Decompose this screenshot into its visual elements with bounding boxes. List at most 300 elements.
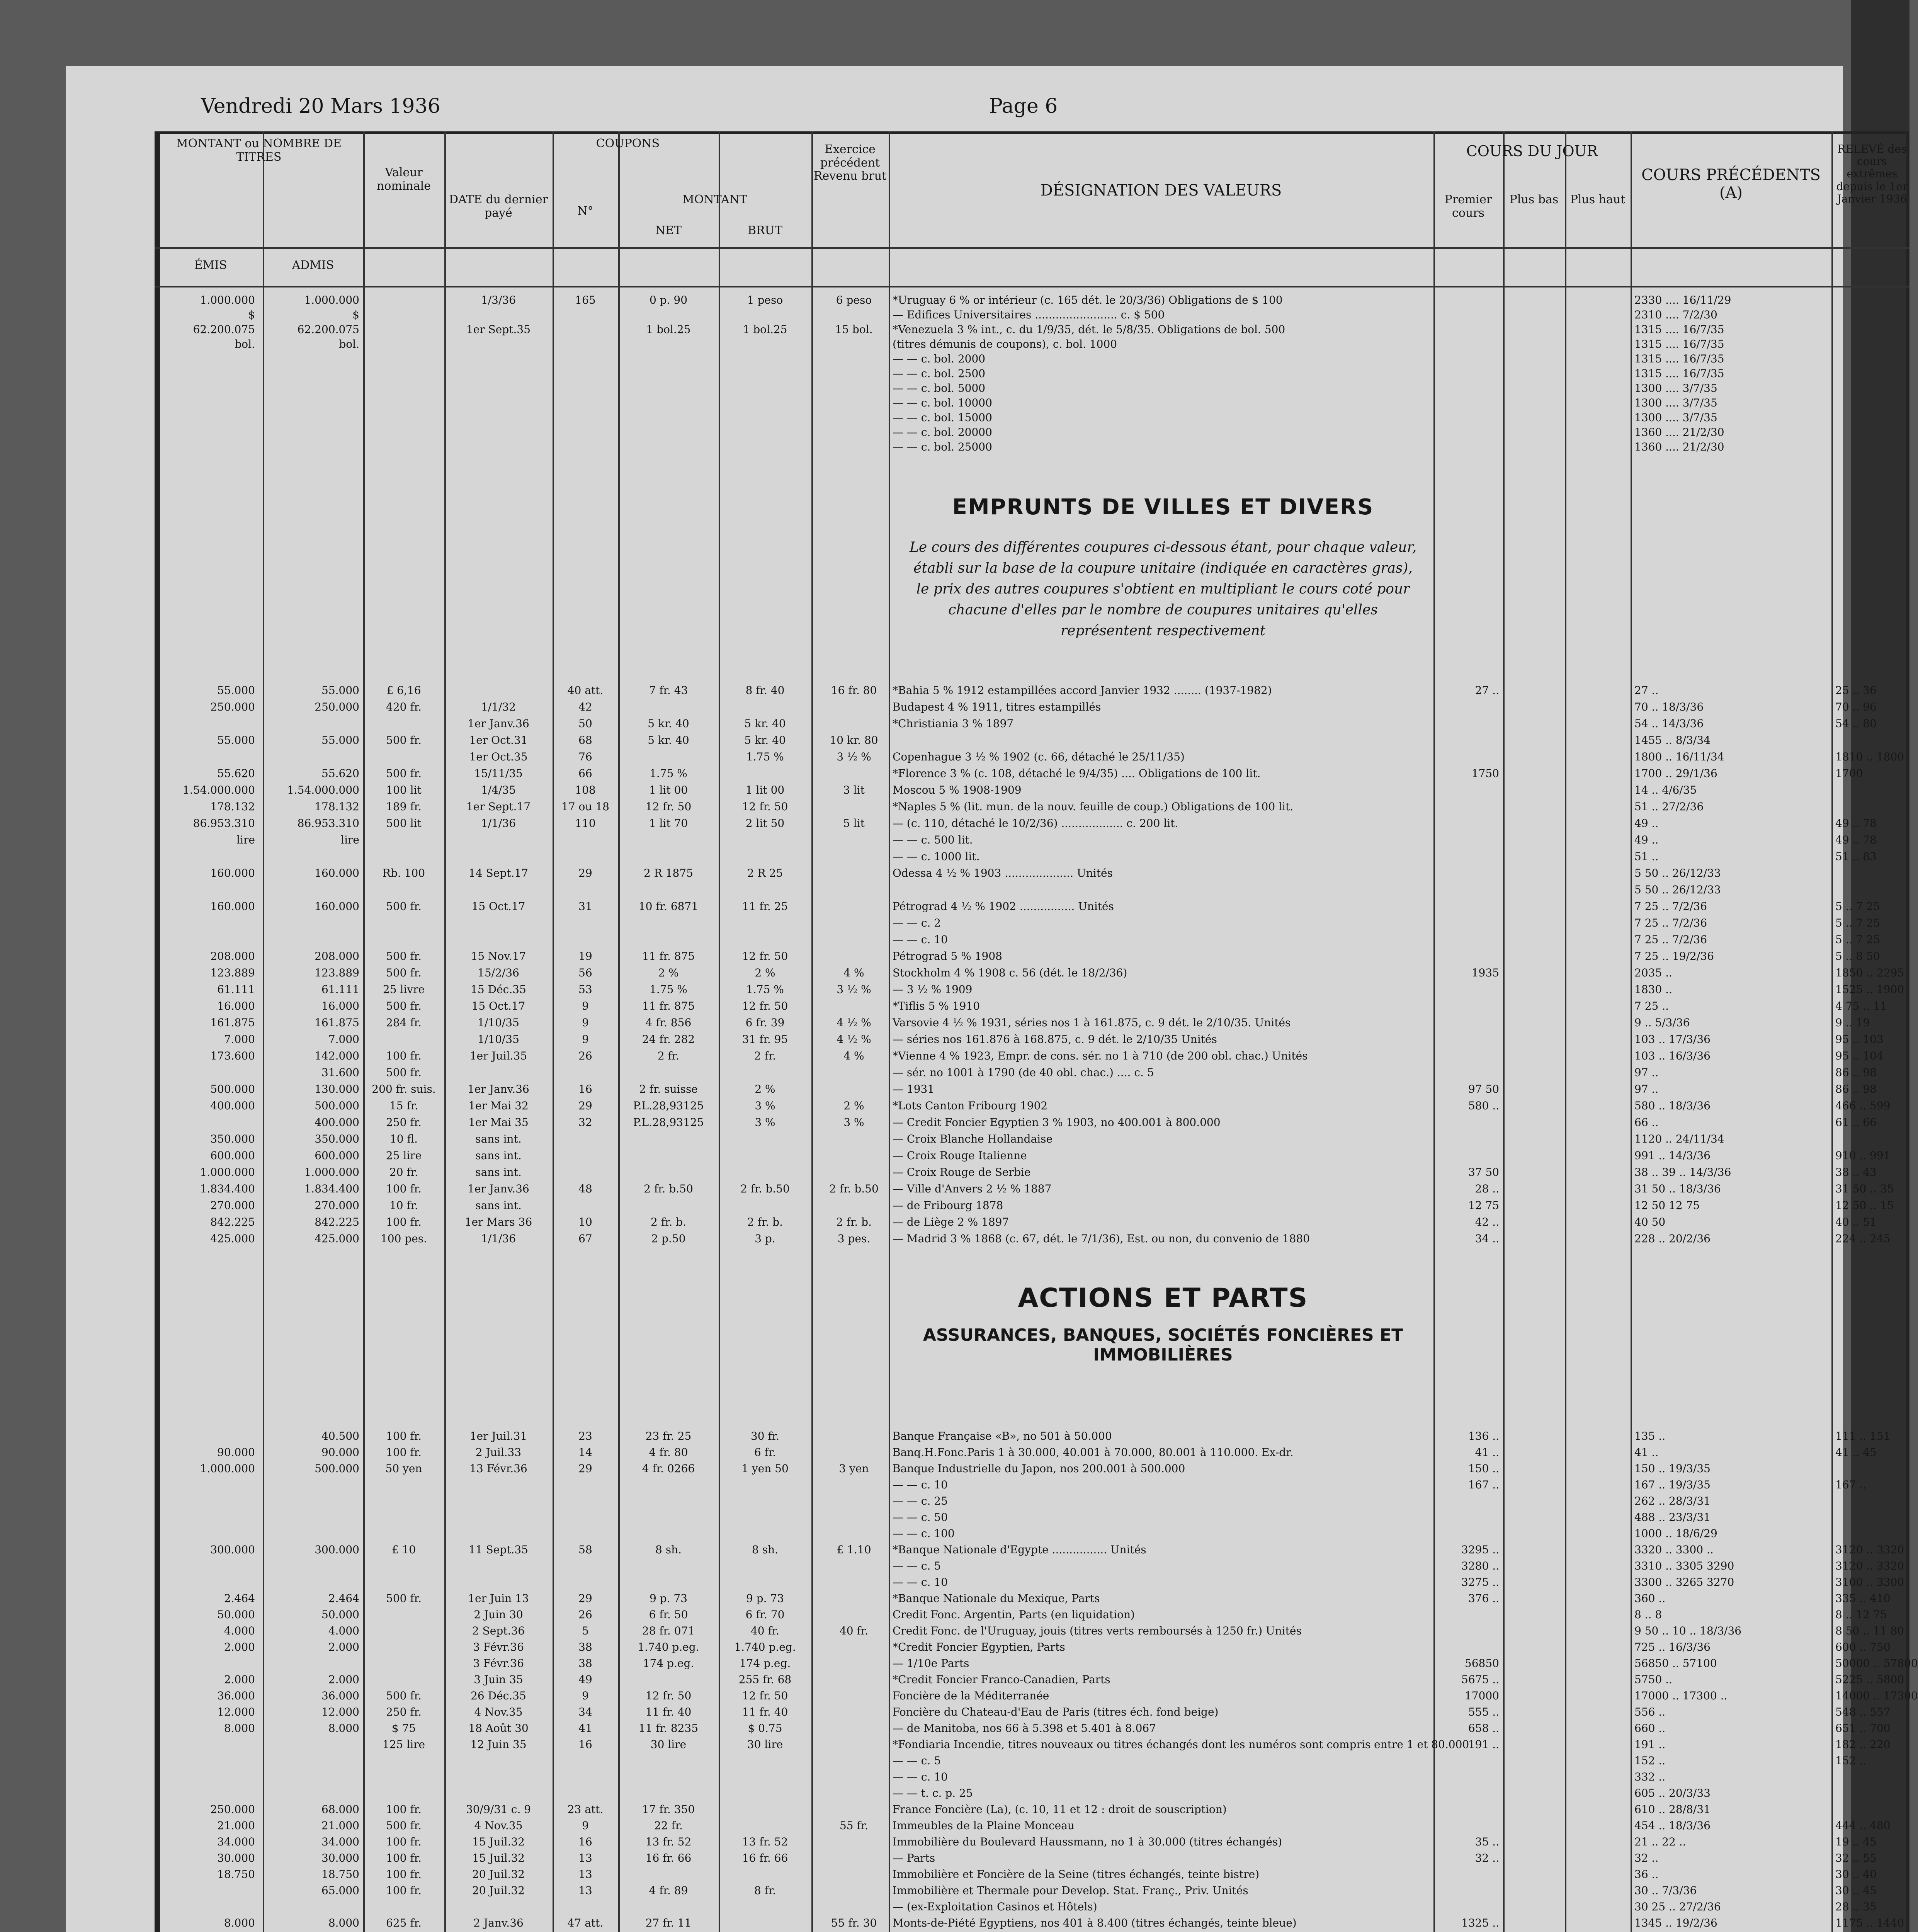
header-designation: DÉSIGNATION DES VALEURS — [1040, 182, 1282, 199]
coupon-gross: 31 fr. 95 — [742, 1033, 788, 1046]
issued-count: 400.000 — [210, 1099, 255, 1112]
first-price: 41 .. — [1475, 1446, 1499, 1459]
previous-prices: 167 .. 19/3/35 — [1634, 1478, 1711, 1491]
coupon-date: 11 Sept.35 — [469, 1543, 528, 1556]
previous-prices: 1800 .. 16/11/34 — [1634, 750, 1724, 763]
coupon-net: 12 fr. 50 — [645, 800, 692, 813]
table-row — [66, 308, 1843, 321]
coupon-date: 1/1/36 — [481, 817, 516, 830]
security-designation: — — c. 5 — [893, 1560, 941, 1572]
previous-prices: 1700 .. 29/1/36 — [1634, 767, 1717, 780]
issued-count: 21.000 — [217, 1819, 255, 1832]
first-price: 35 .. — [1475, 1835, 1499, 1848]
coupon-number: 9 — [582, 1819, 589, 1832]
admitted-count: 18.750 — [321, 1868, 359, 1881]
previous-prices: 191 .. — [1634, 1738, 1666, 1751]
coupon-number: 53 — [578, 983, 592, 996]
coupon-number: 19 — [578, 950, 592, 963]
security-designation: France Foncière (La), (c. 10, 11 et 12 : droit de souscription) — [893, 1803, 1227, 1816]
coupon-net: 17 fr. 350 — [642, 1803, 695, 1816]
previous-prices: 580 .. 18/3/36 — [1634, 1099, 1711, 1112]
nominal-value: 284 fr. — [386, 1016, 422, 1029]
first-price: 3275 .. — [1461, 1576, 1499, 1588]
yearly-range: 335 .. 410 — [1835, 1592, 1891, 1605]
coupon-number: 165 — [575, 294, 596, 306]
nominal-value: 100 fr. — [386, 1430, 422, 1442]
security-designation: *Lots Canton Fribourg 1902 — [893, 1099, 1048, 1112]
security-designation: *Credit Foncier Egyptien, Parts — [893, 1641, 1065, 1653]
security-designation: — sér. no 1001 à 1790 (de 40 obl. chac.) .... c. 5 — [893, 1066, 1154, 1079]
coupon-date: 20 Juil.32 — [472, 1868, 525, 1881]
issued-count: 173.600 — [210, 1049, 255, 1062]
previous-revenue: 55 fr. 30 — [831, 1917, 877, 1929]
previous-prices: 3300 .. 3265 3270 — [1634, 1576, 1734, 1588]
security-designation: — Ville d'Anvers 2 ½ % 1887 — [893, 1182, 1052, 1195]
coupon-gross: 3 p. — [755, 1232, 775, 1245]
admitted-count: bol. — [339, 338, 359, 350]
security-designation: *Uruguay 6 % or intérieur (c. 165 dét. le 20/3/36) Obligations de $ 100 — [893, 294, 1283, 306]
table-row — [66, 1099, 1891, 1112]
nominal-value: 100 fr. — [386, 1446, 422, 1459]
table-row — [66, 352, 1843, 366]
coupon-net: 1 bol.25 — [646, 323, 691, 336]
previous-revenue: 6 peso — [836, 294, 872, 306]
table-row — [66, 1641, 1891, 1654]
yearly-range: 5225 .. 5800 — [1835, 1673, 1904, 1686]
coupon-net: 1.740 p.eg. — [638, 1641, 699, 1653]
yearly-range: 1700 — [1835, 767, 1863, 780]
coupon-gross: 8 fr. 40 — [745, 684, 785, 697]
previous-prices: 51 .. 27/2/36 — [1634, 800, 1704, 813]
coupon-number: 10 — [578, 1216, 592, 1228]
coupon-gross: 1 bol.25 — [743, 323, 787, 336]
previous-revenue: 15 bol. — [835, 323, 873, 336]
coupon-number: 34 — [578, 1706, 592, 1718]
previous-prices: 31 50 .. 18/3/36 — [1634, 1182, 1721, 1195]
section-actions-parts: ACTIONS ET PARTS — [1018, 1283, 1308, 1313]
header-net: NET — [655, 224, 682, 237]
coupon-net: 11 fr. 40 — [645, 1706, 692, 1718]
coupon-number: 76 — [578, 750, 592, 763]
issued-count: 2.000 — [224, 1641, 255, 1653]
security-designation: — — c. bol. 5000 — [893, 382, 986, 395]
header-date: DATE du dernier payé — [449, 193, 548, 220]
admitted-count: 30.000 — [321, 1852, 359, 1864]
coupon-date: 15 Déc.35 — [471, 983, 526, 996]
yearly-range: 3120 .. 3320 — [1835, 1543, 1904, 1556]
coupon-date: 14 Sept.17 — [469, 867, 528, 879]
admitted-count: 842.225 — [315, 1216, 359, 1228]
yearly-range: 651 .. 700 — [1835, 1722, 1891, 1735]
header-no: N° — [577, 204, 593, 218]
previous-revenue: 5 lit — [843, 817, 865, 830]
security-designation: *Florence 3 % (c. 108, détaché le 9/4/35) .... Obligations de 100 lit. — [893, 767, 1261, 780]
coupon-net: 174 p.eg. — [643, 1657, 694, 1670]
coupon-number: 29 — [578, 1592, 592, 1605]
coupon-gross: 255 fr. 68 — [738, 1673, 792, 1686]
nominal-value: 100 lit — [386, 784, 422, 796]
previous-prices: 7 25 .. 19/2/36 — [1634, 950, 1714, 963]
table-row — [66, 1182, 1894, 1196]
nominal-value: 100 fr. — [386, 1835, 422, 1848]
security-designation: Immeubles de la Plaine Monceau — [893, 1819, 1075, 1832]
table-row — [66, 1657, 1918, 1670]
coupon-net: 4 fr. 0266 — [642, 1462, 695, 1475]
security-designation: — Credit Foncier Egyptien 3 % 1903, no 400.001 à 800.000 — [893, 1116, 1221, 1129]
previous-prices: 488 .. 23/3/31 — [1634, 1511, 1711, 1524]
nominal-value: 100 fr. — [386, 1049, 422, 1062]
header-precedents: COURS PRÉCÉDENTS (A) — [1641, 166, 1821, 202]
previous-prices: 1120 .. 24/11/34 — [1634, 1133, 1724, 1145]
coupon-number: 16 — [578, 1738, 592, 1751]
security-designation: — — c. 100 — [893, 1527, 955, 1540]
coupon-number: 31 — [578, 900, 592, 913]
coupon-date: 1er Juil.31 — [469, 1430, 527, 1442]
nominal-value: 100 fr. — [386, 1852, 422, 1864]
coupon-number: 32 — [578, 1116, 592, 1129]
table-row — [66, 750, 1904, 764]
issued-count: 600.000 — [210, 1149, 255, 1162]
admitted-count: 130.000 — [315, 1083, 359, 1095]
security-designation: Foncière de la Méditerranée — [893, 1689, 1049, 1702]
nominal-value: $ 75 — [391, 1722, 416, 1735]
previous-revenue: 3 pes. — [837, 1232, 871, 1245]
coupon-number: 13 — [578, 1884, 592, 1897]
security-designation: — (ex-Exploitation Casinos et Hôtels) — [893, 1900, 1097, 1913]
admitted-count: 160.000 — [315, 867, 359, 879]
issued-count: 1.000.000 — [200, 1166, 255, 1179]
nominal-value: 25 lire — [386, 1149, 422, 1162]
admitted-count: 500.000 — [315, 1099, 359, 1112]
previous-prices: 12 50 12 75 — [1634, 1199, 1700, 1212]
previous-revenue: 2 % — [843, 1099, 864, 1112]
admitted-count: 2.000 — [328, 1641, 359, 1653]
coupon-number: 50 — [578, 717, 592, 730]
coupon-date: 20 Juil.32 — [472, 1884, 525, 1897]
security-designation: *Credit Foncier Franco-Canadien, Parts — [893, 1673, 1110, 1686]
coupon-number: 9 — [582, 1689, 589, 1702]
coupon-date: 2 Juin 30 — [474, 1608, 523, 1621]
coupon-gross: 1.75 % — [746, 750, 784, 763]
nominal-value: 200 fr. suis. — [372, 1083, 436, 1095]
security-designation: — Edifices Universitaires ........................ c. $ 500 — [893, 308, 1165, 321]
coupon-net: 23 fr. 25 — [645, 1430, 692, 1442]
previous-revenue: 3 ½ % — [837, 750, 871, 763]
header-rule — [155, 286, 1909, 287]
nominal-value: 20 fr. — [389, 1166, 418, 1179]
first-price: 42 .. — [1475, 1216, 1499, 1228]
coupon-date: 18 Août 30 — [468, 1722, 529, 1735]
issued-count: 18.750 — [217, 1868, 255, 1881]
coupon-date: 13 Févr.36 — [469, 1462, 527, 1475]
coupon-date: 15 Oct.17 — [471, 1000, 525, 1012]
nominal-value: 500 fr. — [386, 950, 422, 963]
first-price: 150 .. — [1468, 1462, 1499, 1475]
security-designation: — — c. bol. 2000 — [893, 352, 986, 365]
coupon-number: 58 — [578, 1543, 592, 1556]
coupon-gross: 2 fr. b.50 — [740, 1182, 790, 1195]
issued-count: 34.000 — [217, 1835, 255, 1848]
security-designation: — Parts — [893, 1852, 935, 1864]
yearly-range: 86 .. 98 — [1835, 1083, 1877, 1095]
previous-revenue: 16 fr. 80 — [831, 684, 877, 697]
coupon-gross: 2 fr. — [754, 1049, 776, 1062]
table-row — [66, 1462, 1843, 1475]
coupon-gross: 11 fr. 25 — [742, 900, 788, 913]
admitted-count: 1.834.400 — [304, 1182, 359, 1195]
yearly-range: 28 .. 35 — [1835, 1900, 1877, 1913]
first-price: 555 .. — [1468, 1706, 1499, 1718]
issued-count: 178.132 — [210, 800, 255, 813]
coupon-date: 1er Mai 35 — [468, 1116, 529, 1129]
admitted-count: 8.000 — [328, 1917, 359, 1929]
admitted-count: 400.000 — [315, 1116, 359, 1129]
previous-prices: 21 .. 22 .. — [1634, 1835, 1686, 1848]
yearly-range: 548 .. 557 — [1835, 1706, 1891, 1718]
previous-revenue: 4 % — [843, 1049, 864, 1062]
coupon-number: 9 — [582, 1016, 589, 1029]
previous-prices: 97 .. — [1634, 1066, 1659, 1079]
coupon-gross: 1 lit 00 — [745, 784, 785, 796]
nominal-value: 500 fr. — [386, 900, 422, 913]
coupon-number: 41 — [578, 1722, 592, 1735]
issued-count: 2.000 — [224, 1673, 255, 1686]
yearly-range: 5 .. 8 50 — [1835, 950, 1880, 963]
issued-count: 1.000.000 — [200, 1462, 255, 1475]
coupon-gross: 8 sh. — [752, 1543, 779, 1556]
admitted-count: 1.000.000 — [304, 294, 359, 306]
header-cours-jour: COURS DU JOUR — [1466, 143, 1598, 160]
issued-count: 2.464 — [224, 1592, 255, 1605]
security-designation: Foncière du Chateau-d'Eau de Paris (titres éch. fond beige) — [893, 1706, 1219, 1718]
security-designation: — 1/10e Parts — [893, 1657, 969, 1670]
issued-count: 7.000 — [224, 1033, 255, 1046]
coupon-gross: 2 lit 50 — [745, 817, 785, 830]
previous-prices: 5 50 .. 26/12/33 — [1634, 883, 1721, 896]
issued-count: 90.000 — [217, 1446, 255, 1459]
yearly-range: 41 .. 45 — [1835, 1446, 1877, 1459]
issued-count: 250.000 — [210, 701, 255, 713]
coupon-gross: 12 fr. 50 — [742, 1000, 788, 1012]
security-designation: — — c. bol. 2500 — [893, 367, 986, 380]
nominal-value: 100 fr. — [386, 1182, 422, 1195]
previous-prices: 332 .. — [1634, 1770, 1666, 1783]
first-price: 580 .. — [1468, 1099, 1499, 1112]
nominal-value: 50 yen — [385, 1462, 422, 1475]
previous-revenue: 3 yen — [839, 1462, 869, 1475]
previous-revenue: 4 ½ % — [837, 1016, 871, 1029]
coupon-net: 2 fr. — [657, 1049, 680, 1062]
admitted-count: 270.000 — [315, 1199, 359, 1212]
admitted-count: 62.200.075 — [297, 323, 359, 336]
table-row — [66, 734, 1843, 747]
first-price: 1750 — [1471, 767, 1499, 780]
coupon-number: 47 att. — [567, 1917, 604, 1929]
issued-count: bol. — [235, 338, 255, 350]
table-row — [66, 1049, 1884, 1063]
table-row — [66, 1446, 1877, 1459]
coupon-gross: 9 p. 73 — [746, 1592, 784, 1605]
table-row — [66, 1066, 1877, 1079]
previous-prices: 1345 .. 19/2/36 — [1634, 1917, 1717, 1929]
security-designation: Immobilière du Boulevard Haussmann, no 1 à 30.000 (titres échangés) — [893, 1835, 1282, 1848]
emprunts-intro-note: Le cours des différentes coupures ci-dessous étant, pour chaque valeur, établi sur la base de la coupure unitaire (indiquée en caractères gras), le prix des autres coupures s'obtient en multipliant le cours coté pour chacune d'elles par le nombre de coupures unitaires qu'elles représentent respectivement — [909, 539, 1417, 639]
yearly-range: 32 .. 55 — [1835, 1852, 1877, 1864]
table-row — [66, 1884, 1877, 1897]
table-row — [66, 1835, 1877, 1849]
security-designation: Varsovie 4 ½ % 1931, séries nos 1 à 161.875, c. 9 dét. le 2/10/35. Unités — [893, 1016, 1291, 1029]
table-row — [66, 1543, 1904, 1556]
coupon-net: 9 p. 73 — [649, 1592, 688, 1605]
security-designation: — (c. 110, détaché le 10/2/36) .................. c. 200 lit. — [893, 817, 1178, 830]
coupon-gross: 30 fr. — [750, 1430, 780, 1442]
security-designation: Budapest 4 % 1911, titres estampillés — [893, 701, 1101, 713]
coupon-net: 11 fr. 875 — [642, 1000, 695, 1012]
coupon-net: 4 fr. 80 — [649, 1446, 688, 1459]
coupon-date: 1/10/35 — [478, 1016, 519, 1029]
coupon-gross: 40 fr. — [750, 1624, 780, 1637]
table-row — [66, 1787, 1843, 1800]
admitted-count: 1.54.000.000 — [287, 784, 359, 796]
coupon-date: 15 Oct.17 — [471, 900, 525, 913]
issued-count: 208.000 — [210, 950, 255, 963]
table-row — [66, 1511, 1843, 1524]
coupon-number: 26 — [578, 1049, 592, 1062]
coupon-number: 23 att. — [567, 1803, 604, 1816]
coupon-date: sans int. — [475, 1166, 522, 1179]
coupon-date: sans int. — [475, 1149, 522, 1162]
table-row — [66, 833, 1877, 847]
table-row — [66, 426, 1843, 439]
table-row — [66, 1868, 1877, 1881]
yearly-range: 8 .. 12 75 — [1835, 1608, 1887, 1621]
admitted-count: 36.000 — [321, 1689, 359, 1702]
yearly-range: 38 .. 43 — [1835, 1166, 1877, 1179]
coupon-date: 4 Nov.35 — [474, 1706, 523, 1718]
previous-prices: 605 .. 20/3/33 — [1634, 1787, 1711, 1799]
header-rule — [155, 247, 1909, 249]
yearly-range: 152 .. — [1835, 1754, 1867, 1767]
coupon-gross: 5 kr. 40 — [744, 717, 786, 730]
issued-count: 425.000 — [210, 1232, 255, 1245]
security-designation: — Croix Blanche Hollandaise — [893, 1133, 1053, 1145]
coupon-gross: 174 p.eg. — [739, 1657, 791, 1670]
previous-prices: 1315 .... 16/7/35 — [1634, 352, 1724, 365]
yearly-range: 30 .. 45 — [1835, 1884, 1877, 1897]
issued-count: 55.000 — [217, 684, 255, 697]
yearly-range: 1525 .. 1900 — [1835, 983, 1904, 996]
table-row — [66, 1770, 1843, 1784]
nominal-value: 500 lit — [386, 817, 422, 830]
coupon-gross: 8 fr. — [754, 1884, 776, 1897]
admitted-count: 250.000 — [315, 701, 359, 713]
security-designation: — — c. 10 — [893, 1576, 948, 1588]
yearly-range: 4 75 .. 11 — [1835, 1000, 1887, 1012]
coupon-date: 1er Mai 32 — [468, 1099, 529, 1112]
coupon-gross: 1.75 % — [746, 983, 784, 996]
yearly-range: 3100 .. 3300 — [1835, 1576, 1904, 1588]
previous-prices: 103 .. 16/3/36 — [1634, 1049, 1711, 1062]
issued-count: 30.000 — [217, 1852, 255, 1864]
issued-count: 1.834.400 — [200, 1182, 255, 1195]
admitted-count: 2.000 — [328, 1673, 359, 1686]
table-row — [66, 717, 1877, 730]
coupon-number: 67 — [578, 1232, 592, 1245]
table-row — [66, 784, 1843, 797]
header-releve: RELEVÉ des cours extrêmes depuis le 1er Janvier 1936 — [1836, 143, 1908, 205]
yearly-range: 9 .. 19 — [1835, 1016, 1870, 1029]
security-designation: *Banque Nationale du Mexique, Parts — [893, 1592, 1100, 1605]
coupon-date: 15 Nov.17 — [471, 950, 526, 963]
coupon-date: 1er Janv.36 — [468, 1182, 529, 1195]
previous-prices: 1360 .... 21/2/30 — [1634, 440, 1724, 453]
coupon-date: 1er Oct.31 — [469, 734, 528, 747]
newspaper-page — [66, 66, 1918, 1932]
yearly-range: 111 .. 151 — [1835, 1430, 1891, 1442]
coupon-gross: 12 fr. 50 — [742, 950, 788, 963]
coupon-date: 3 Juin 35 — [474, 1673, 523, 1686]
coupon-date: 1er Janv.36 — [468, 1083, 529, 1095]
previous-revenue: 3 lit — [843, 784, 865, 796]
coupon-date: 2 Juil.33 — [475, 1446, 522, 1459]
previous-prices: 51 .. — [1634, 850, 1659, 863]
nominal-value: 10 fl. — [389, 1133, 418, 1145]
header-plus-haut: Plus haut — [1570, 193, 1626, 206]
first-price: 56850 — [1464, 1657, 1499, 1670]
security-designation: — — c. bol. 20000 — [893, 426, 992, 439]
coupon-date: 15 Juil.32 — [472, 1852, 525, 1864]
previous-prices: 36 .. — [1634, 1868, 1659, 1881]
coupon-net: 1.75 % — [650, 767, 687, 780]
table-row — [66, 1478, 1867, 1492]
coupon-gross: 3 % — [755, 1116, 775, 1129]
issued-count: 4.000 — [224, 1624, 255, 1637]
admitted-count: 34.000 — [321, 1835, 359, 1848]
header-coupons: COUPONS — [596, 137, 660, 150]
coupon-number: 56 — [578, 966, 592, 979]
coupon-net: 16 fr. 66 — [645, 1852, 692, 1864]
table-row — [66, 1592, 1891, 1605]
yearly-range: 49 .. 78 — [1835, 833, 1877, 846]
nominal-value: 100 fr. — [386, 1216, 422, 1228]
issued-count: 62.200.075 — [193, 323, 255, 336]
coupon-gross: 6 fr. 39 — [745, 1016, 785, 1029]
previous-prices: 103 .. 17/3/36 — [1634, 1033, 1711, 1046]
previous-prices: 7 25 .. 7/2/36 — [1634, 900, 1707, 913]
first-price: 167 .. — [1468, 1478, 1499, 1491]
first-price: 1935 — [1471, 966, 1499, 979]
previous-prices: 9 .. 5/3/36 — [1634, 1016, 1690, 1029]
nominal-value: 100 fr. — [386, 1803, 422, 1816]
yearly-range: 86 .. 98 — [1835, 1066, 1877, 1079]
coupon-net: 1 lit 00 — [649, 784, 688, 796]
issued-count: 61.111 — [217, 983, 255, 996]
coupon-number: 49 — [578, 1673, 592, 1686]
security-designation: Pétrograd 5 % 1908 — [893, 950, 1002, 963]
previous-revenue: 55 fr. — [839, 1819, 869, 1832]
admitted-count: 178.132 — [315, 800, 359, 813]
security-designation: Credit Fonc. Argentin, Parts (en liquidation) — [893, 1608, 1135, 1621]
issued-count: 86.953.310 — [193, 817, 255, 830]
coupon-date: sans int. — [475, 1199, 522, 1212]
table-row — [66, 1000, 1887, 1013]
coupon-date: 1/4/35 — [481, 784, 516, 796]
header-emis: ÉMIS — [194, 259, 227, 272]
yearly-range: 95 .. 104 — [1835, 1049, 1884, 1062]
coupon-date: 1er Janv.36 — [468, 717, 529, 730]
previous-revenue: 3 ½ % — [837, 983, 871, 996]
table-row — [66, 1689, 1918, 1702]
